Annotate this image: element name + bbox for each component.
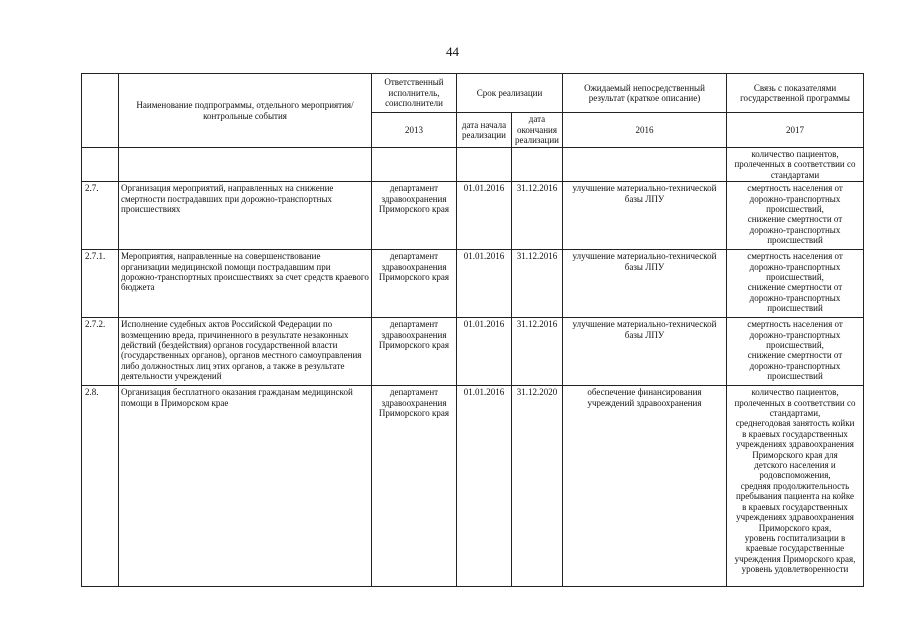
header-row: [82, 74, 864, 113]
header-2016-cell: 2016: [563, 113, 727, 148]
row-name: Организация бесплатного оказания гражданам медицинской помощи в Приморском крае: [119, 386, 372, 587]
table-row: [82, 386, 864, 587]
table-row: [82, 148, 864, 182]
row-name: [119, 148, 372, 182]
row-end-date: [512, 148, 563, 182]
row-start-date: 01.01.2016: [457, 386, 512, 587]
row-name: Мероприятия, направленные на совершенствование организации медицинской помощи пострадавшим при дорожно-транспортных происшествиях за счет средств краевого бюджета: [119, 250, 372, 318]
row-end-date: 31.12.2016: [512, 182, 563, 250]
header-link-cell: Связь с показателями государственной программы: [727, 74, 864, 113]
row-start-date: 01.01.2016: [457, 318, 512, 386]
row-responsible: департамент здравоохранения Приморского края: [372, 318, 457, 386]
header-2017-cell: 2017: [727, 113, 864, 148]
header-period-cell: Срок реализации: [457, 74, 563, 113]
row-indicators: количество пациентов, пролеченных в соответствии со стандартами: [727, 148, 864, 182]
table-row: [82, 182, 864, 250]
row-responsible: департамент здравоохранения Приморского края: [372, 182, 457, 250]
table-row: [82, 318, 864, 386]
row-result: улучшение материально-технической базы ЛПУ: [563, 250, 727, 318]
row-end-date: 31.12.2020: [512, 386, 563, 587]
header-result-cell: Ожидаемый непосредственный результат (краткое описание): [563, 74, 727, 113]
row-number: 2.7.2.: [82, 318, 119, 386]
row-result: обеспечение финансирования учреждений здравоохранения: [563, 386, 727, 587]
row-result: улучшение материально-технической базы ЛПУ: [563, 318, 727, 386]
page-number: 44: [446, 44, 459, 59]
program-table: [81, 73, 864, 587]
row-end-date: 31.12.2016: [512, 250, 563, 318]
header-responsible-cell: Ответственный исполнитель, соисполнители: [372, 74, 457, 113]
row-end-date: 31.12.2016: [512, 318, 563, 386]
header-end-date-cell: дата окончания реализации: [512, 113, 563, 148]
table-row: [82, 250, 864, 318]
row-indicators: смертность населения от дорожно-транспортных происшествий, снижение смертности от дорожно-транспортных происшествий: [727, 182, 864, 250]
row-start-date: 01.01.2016: [457, 250, 512, 318]
row-number: [82, 148, 119, 182]
row-indicators: количество пациентов, пролеченных в соответствии со стандартами, среднегодовая занятость койки в краевых государственных учреждениях здравоохранения Приморского края для детского населения и родовспоможения, средняя продолжительность пребывания пациента на койке в краевых государственных учреждениях здравоохранения Приморского края, уровень госпитализации в краевые государственные учреждения Приморского края, уровень удовлетворенности: [727, 386, 864, 587]
row-name: Исполнение судебных актов Российской Федерации по возмещению вреда, причиненного в результате незаконных действий (бездействия) органов государственной власти (государственных органов), органов местного самоуправления либо должностных лиц этих органов, а также в результате деятельности учреждений: [119, 318, 372, 386]
row-name: Организация мероприятий, направленных на снижение смертности пострадавших при дорожно-транспортных происшествиях: [119, 182, 372, 250]
header-num-cell: [82, 74, 119, 148]
header-2013-cell: 2013: [372, 113, 457, 148]
row-number: 2.7.: [82, 182, 119, 250]
row-number: 2.8.: [82, 386, 119, 587]
row-indicators: смертность населения от дорожно-транспортных происшествий, снижение смертности от дорожно-транспортных происшествий: [727, 250, 864, 318]
row-start-date: 01.01.2016: [457, 182, 512, 250]
row-responsible: [372, 148, 457, 182]
row-result: улучшение материально-технической базы ЛПУ: [563, 182, 727, 250]
header-name-cell: Наименование подпрограммы, отдельного мероприятия/контрольные события: [119, 74, 372, 148]
row-responsible: департамент здравоохранения Приморского края: [372, 250, 457, 318]
row-indicators: смертность населения от дорожно-транспортных происшествий, снижение смертности от дорожно-транспортных происшествий: [727, 318, 864, 386]
row-number: 2.7.1.: [82, 250, 119, 318]
row-result: [563, 148, 727, 182]
header-start-date-cell: дата начала реализации: [457, 113, 512, 148]
row-start-date: [457, 148, 512, 182]
row-responsible: департамент здравоохранения Приморского края: [372, 386, 457, 587]
